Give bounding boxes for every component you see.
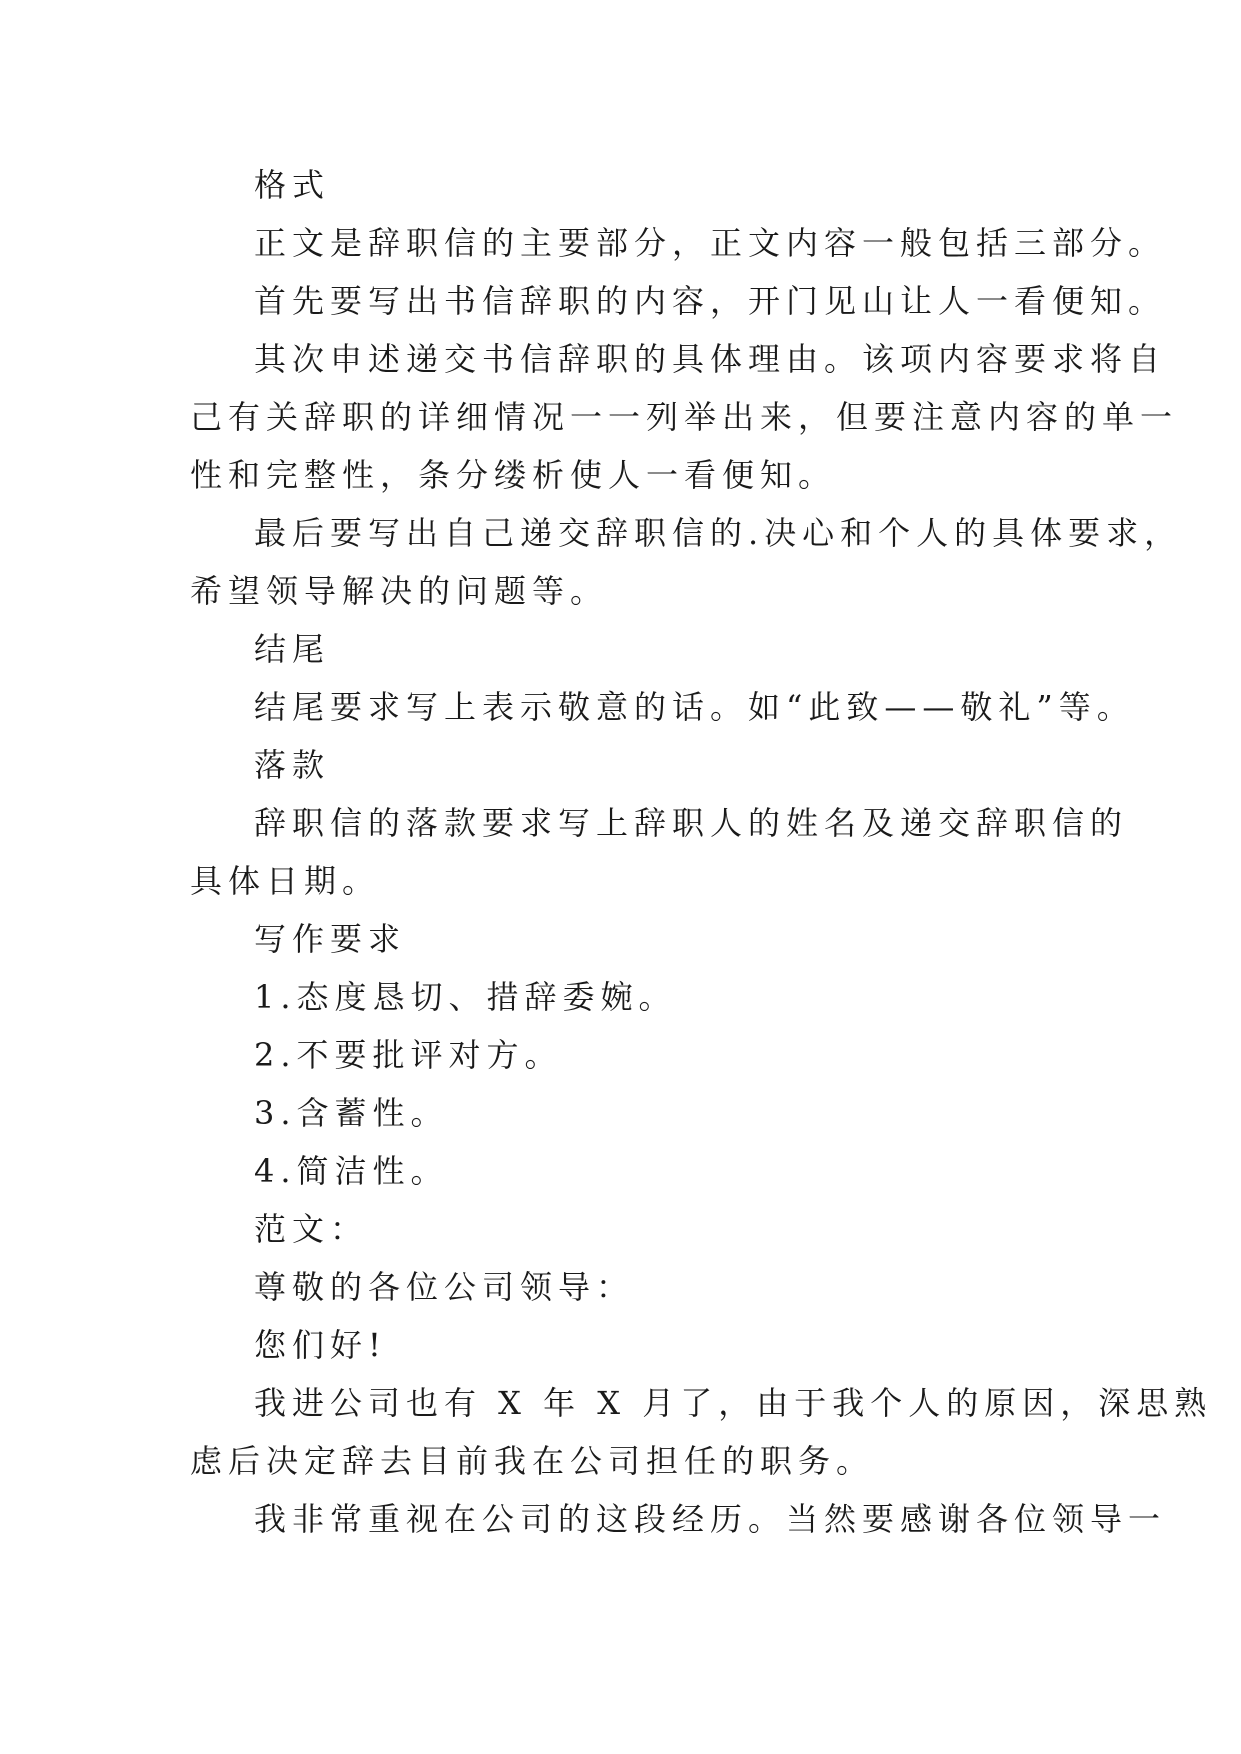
heading-ending [190, 620, 1070, 678]
text-line: 4.简洁性。 [254, 1152, 449, 1190]
paragraph-sample-1 [190, 1374, 1213, 1490]
text-line: 您们好! [254, 1326, 387, 1364]
paragraph-last [190, 504, 1183, 620]
text-line: 结尾要求写上表示敬意的话。如“此致——敬礼”等。 [254, 688, 1135, 726]
text-line: 其次申述递交书信辞职的具体理由。该项内容要求将自 [254, 340, 1167, 378]
paragraph-ending [190, 678, 1135, 736]
text-line: 我非常重视在公司的这段经历。当然要感谢各位领导一 [254, 1500, 1167, 1538]
paragraph-sample-2 [190, 1490, 1167, 1548]
heading-signature [190, 736, 1070, 794]
text-line: 性和完整性，条分缕析使人一看便知。 [190, 456, 837, 494]
text-line: 落款 [254, 746, 331, 784]
list-item [190, 1026, 1070, 1084]
text-line: 具体日期。 [190, 862, 381, 900]
greeting [190, 1316, 1070, 1374]
text-line: 辞职信的落款要求写上辞职人的姓名及递交辞职信的 [254, 804, 1129, 842]
text-line: 3.含蓄性。 [254, 1094, 449, 1132]
paragraph-first [190, 272, 1167, 330]
text-line: 格式 [254, 166, 331, 204]
text-line: 己有关辞职的详细情况一一列举出来，但要注意内容的单一 [190, 398, 1179, 436]
text-line: 写作要求 [254, 920, 407, 958]
heading-format [190, 156, 1070, 214]
salutation [190, 1258, 1070, 1316]
text-line: 最后要写出自己递交辞职信的.决心和个人的具体要求， [254, 514, 1183, 552]
paragraph-intro [190, 214, 1167, 272]
list-item [190, 1142, 1070, 1200]
text-line: 希望领导解决的问题等。 [190, 572, 609, 610]
heading-sample [190, 1200, 1070, 1258]
list-item [190, 1084, 1070, 1142]
text-line: 尊敬的各位公司领导： [254, 1268, 635, 1306]
text-line: 2.不要批评对方。 [254, 1036, 563, 1074]
text-line: 结尾 [254, 630, 331, 668]
paragraph-signature [190, 794, 1129, 910]
text-line: 我进公司也有 X 年 X 月了，由于我个人的原因，深思熟 [254, 1384, 1213, 1422]
heading-requirements [190, 910, 1070, 968]
text-line: 正文是辞职信的主要部分，正文内容一般包括三部分。 [254, 224, 1167, 262]
paragraph-second [190, 330, 1179, 504]
list-item [190, 968, 1070, 1026]
text-line: 首先要写出书信辞职的内容，开门见山让人一看便知。 [254, 282, 1167, 320]
text-line: 1.态度恳切、措辞委婉。 [254, 978, 677, 1016]
document-body [190, 156, 1213, 1548]
text-line: 虑后决定辞去目前我在公司担任的职务。 [190, 1442, 875, 1480]
text-line: 范文： [254, 1210, 369, 1248]
